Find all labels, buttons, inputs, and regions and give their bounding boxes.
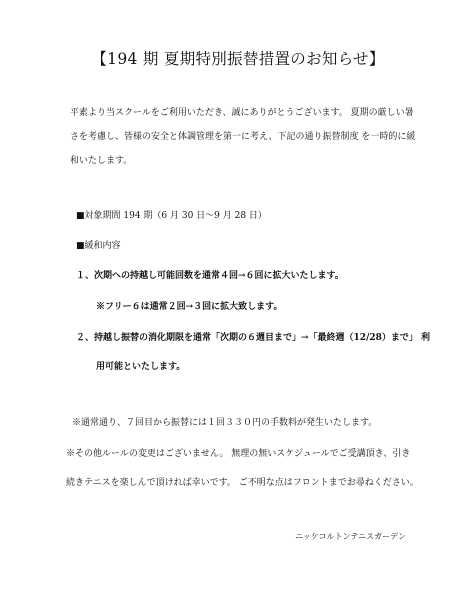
- relief-item-1: １、次期への持越し可能回数を通常４回→６回に拡大いたします。: [76, 271, 344, 281]
- closing-line: 続きテニスを楽しんで頂ければ幸いです。 ご不明な点はフロントまでお尋ねください。: [66, 478, 419, 488]
- intro-line: さを考慮し、皆様の安全と体調管理を第一に考え、下記の通り振替制度 を一時的に緩: [70, 132, 416, 142]
- relief-heading: ■緩和内容: [76, 241, 121, 251]
- relief-item-2-line: ２、持越し振替の消化期限を通常「次期の６週目まで」→「最終週（12/28）まで」 利: [76, 333, 431, 343]
- relief-item-1-note: ※フリー６は通常２回→３回に拡大致します。: [96, 302, 283, 312]
- intro-line: 平素より当スクールをご利用いただき、誠にありがとうございます。 夏期の厳しい暑: [70, 108, 414, 118]
- notice-title: 【194 期 夏期特別振替措置のお知らせ】: [91, 50, 385, 68]
- relief-item-2-line: 用可能といたします。: [96, 362, 186, 372]
- target-period: ■対象期間 194 期（6 月 30 日～9 月 28 日）: [76, 211, 267, 221]
- signature: ニッケコルトンテニスガーデン: [295, 532, 406, 541]
- fee-note: ※通常通り、７回目から振替には１回３３０円の手数料が発生いたします。: [72, 418, 378, 428]
- closing-line: ※その他ルールの変更はございません。 無理の無いスケジュールでご受講頂き、引き: [66, 449, 411, 459]
- intro-paragraph: [70, 101, 422, 173]
- intro-line: 和いたします。: [70, 156, 133, 166]
